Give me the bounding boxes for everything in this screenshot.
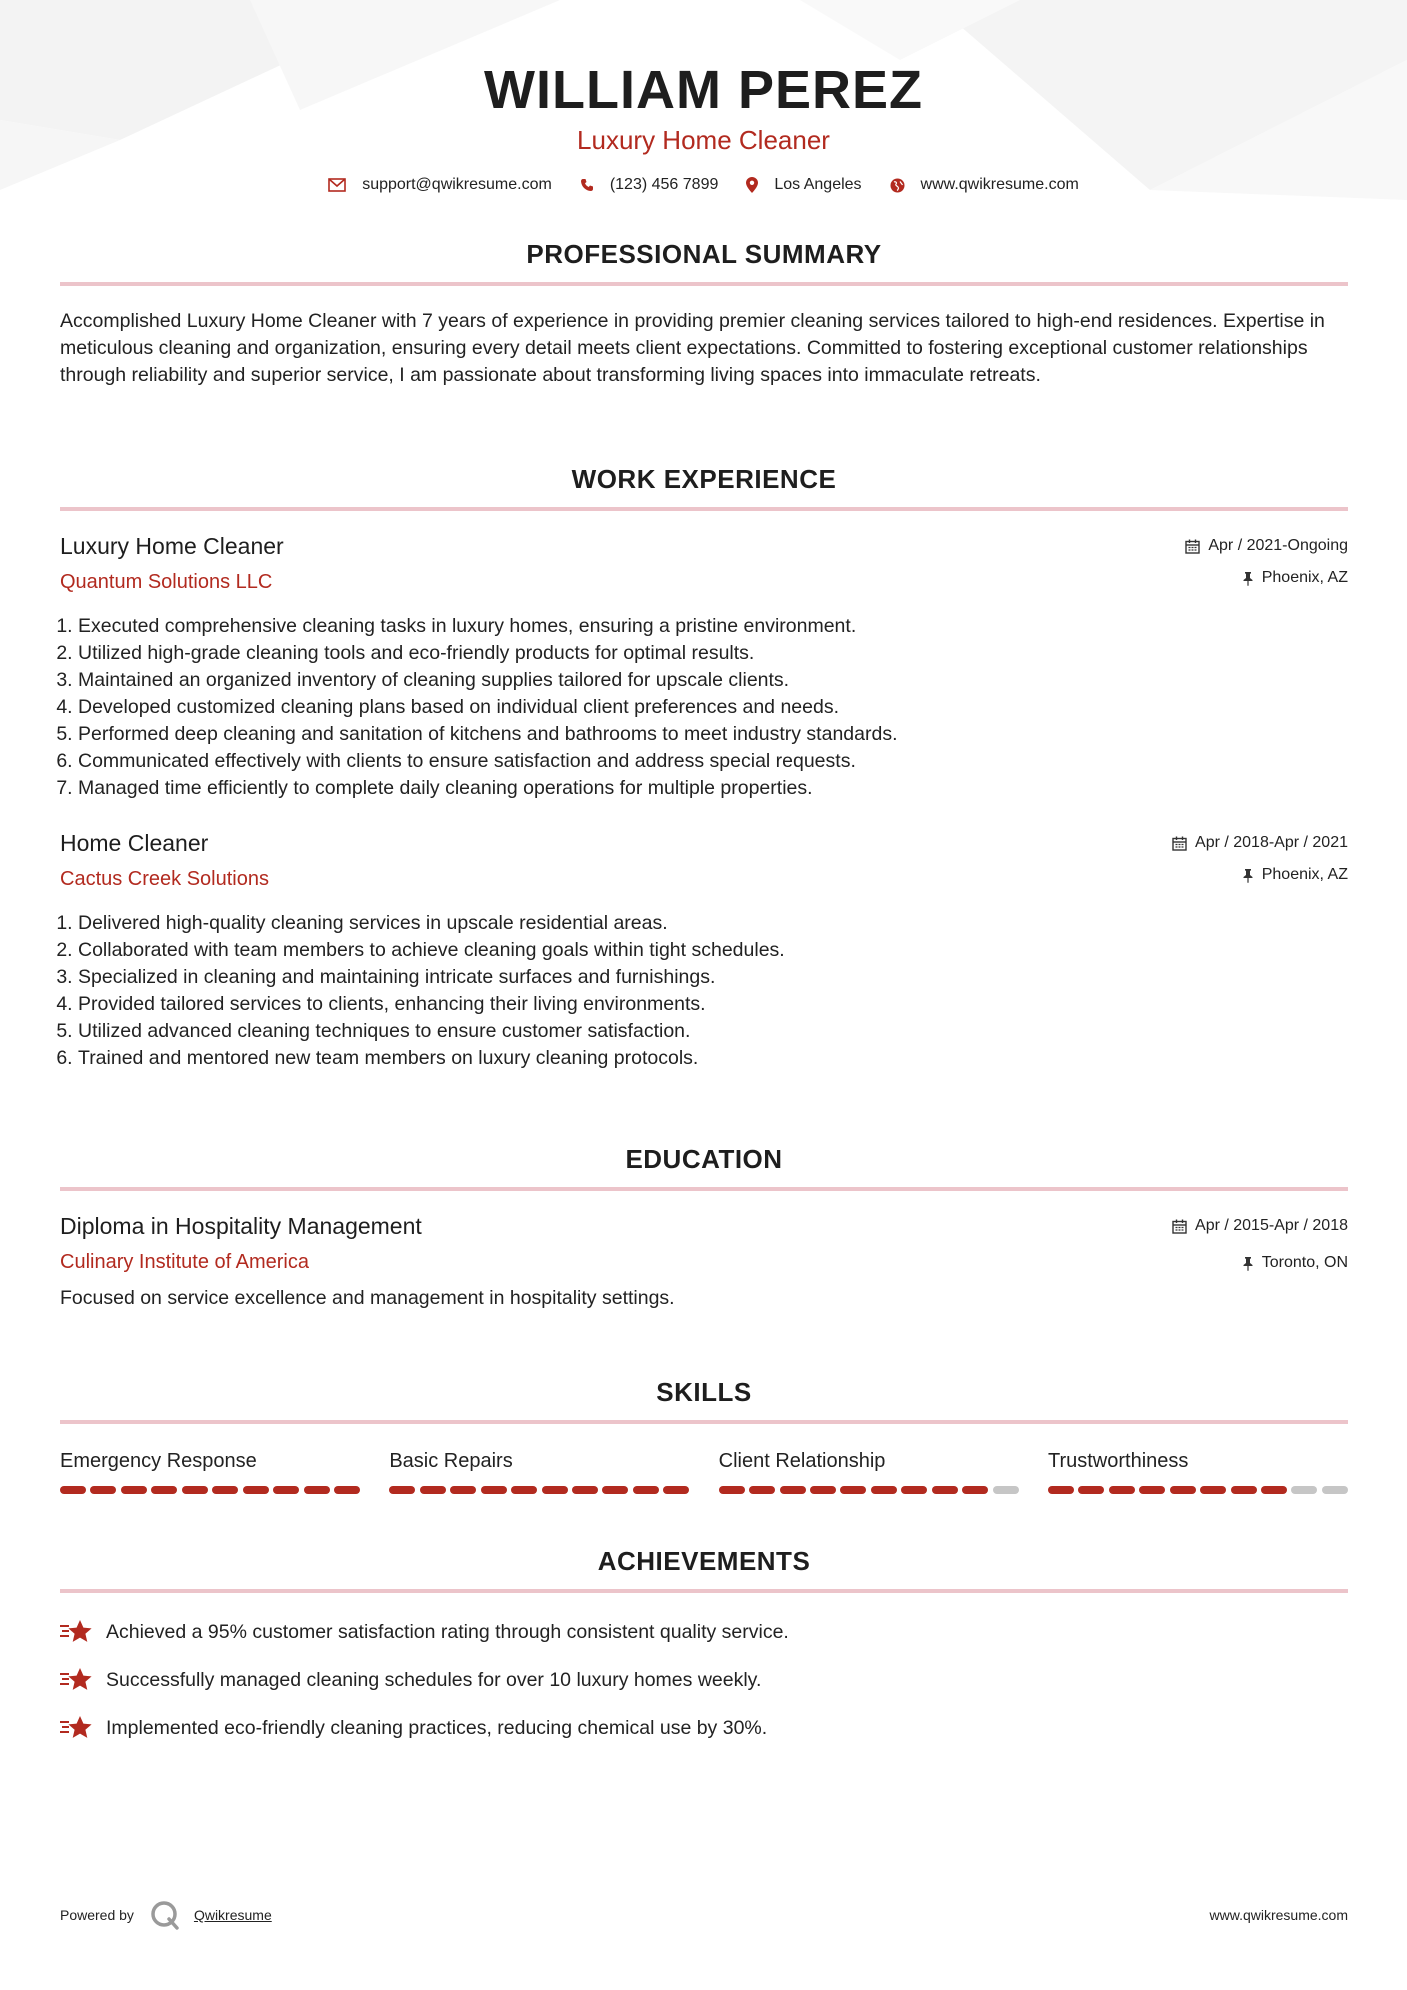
skill-name: Trustworthiness — [1047, 1450, 1189, 1472]
list-item: 6. Trained and mentored new team members on luxury cleaning protocols. — [78, 1045, 1348, 1072]
candidate-title: Luxury Home Cleaner — [577, 125, 830, 155]
footer — [60, 1900, 1348, 1930]
list-item: 2. Utilized high-grade cleaning tools and eco-friendly products for optimal results. — [78, 640, 1348, 667]
education-dates-text: Apr / 2015-Apr / 2018 — [1195, 1217, 1348, 1234]
skill-item — [1048, 1448, 1348, 1494]
skill-segment-filled — [1078, 1486, 1104, 1494]
skill-name: Basic Repairs — [389, 1450, 513, 1472]
summary-heading: PROFESSIONAL SUMMARY — [526, 239, 882, 269]
section-divider — [60, 1589, 1348, 1593]
skill-segment-filled — [749, 1486, 775, 1494]
skill-segment-filled — [243, 1486, 269, 1494]
contact-phone[interactable] — [580, 176, 719, 194]
contact-website[interactable] — [890, 176, 1079, 194]
skills-heading: SKILLS — [656, 1377, 752, 1407]
education-description: Focused on service excellence and management in hospitality settings. — [60, 1287, 675, 1309]
powered-by-label: Powered by — [60, 1907, 134, 1923]
skills-grid — [60, 1448, 1348, 1494]
skill-segment-filled — [901, 1486, 927, 1494]
pushpin-icon — [1242, 571, 1254, 586]
job-dates-text: Apr / 2018-Apr / 2021 — [1195, 834, 1348, 851]
job-entry — [60, 531, 1348, 802]
achievement-text: Achieved a 95% customer satisfaction rating through consistent quality service. — [106, 1621, 789, 1643]
skill-name: Emergency Response — [60, 1450, 257, 1472]
experience-section — [60, 463, 1348, 1072]
skill-segment-filled — [932, 1486, 958, 1494]
education-location-text: Toronto, ON — [1261, 1254, 1348, 1271]
job-meta — [1172, 832, 1348, 886]
skill-level-bar — [1048, 1486, 1348, 1494]
skill-segment-filled — [840, 1486, 866, 1494]
email-text: support@qwikresume.com — [362, 176, 552, 193]
envelope-icon — [328, 178, 346, 192]
skill-segment-empty — [1322, 1486, 1348, 1494]
skill-segment-filled — [212, 1486, 238, 1494]
skill-segment-filled — [780, 1486, 806, 1494]
skill-segment-empty — [993, 1486, 1019, 1494]
skill-segment-filled — [1261, 1486, 1287, 1494]
skill-segment-filled — [420, 1486, 446, 1494]
skill-segment-filled — [334, 1486, 360, 1494]
job-company: Quantum Solutions LLC — [60, 571, 273, 593]
map-pin-icon — [746, 177, 758, 193]
achievements-list — [60, 1619, 1348, 1741]
location-text: Los Angeles — [774, 176, 862, 193]
skill-segment-filled — [121, 1486, 147, 1494]
list-item: 3. Maintained an organized inventory of cleaning supplies tailored for upscale clients. — [78, 667, 1348, 694]
resume-header — [0, 0, 1407, 194]
skill-segment-filled — [90, 1486, 116, 1494]
list-item: 4. Provided tailored services to clients, enhancing their living environments. — [78, 991, 1348, 1018]
qwikresume-link[interactable]: Qwikresume — [193, 1907, 272, 1923]
skill-segment-filled — [450, 1486, 476, 1494]
skill-segment-filled — [962, 1486, 988, 1494]
footer-website-link[interactable]: www.qwikresume.com — [1209, 1907, 1348, 1923]
summary-section — [60, 238, 1348, 389]
education-dates — [1172, 1215, 1348, 1237]
skill-segment-filled — [151, 1486, 177, 1494]
skill-segment-filled — [481, 1486, 507, 1494]
skill-segment-filled — [810, 1486, 836, 1494]
skill-level-bar — [389, 1486, 689, 1494]
skill-segment-filled — [1048, 1486, 1074, 1494]
list-item: 7. Managed time efficiently to complete daily cleaning operations for multiple properties. — [78, 775, 1348, 802]
job-company: Cactus Creek Solutions — [60, 868, 269, 890]
education-heading: EDUCATION — [625, 1144, 783, 1174]
contact-row — [0, 176, 1407, 194]
contact-location — [746, 176, 861, 194]
skill-name: Client Relationship — [718, 1450, 886, 1472]
skill-segment-empty — [1291, 1486, 1317, 1494]
education-location — [1172, 1252, 1348, 1274]
job-entry — [60, 828, 1348, 1072]
list-item: 2. Collaborated with team members to achieve cleaning goals within tight schedules. — [78, 937, 1348, 964]
pushpin-icon — [1242, 868, 1254, 883]
summary-text: Accomplished Luxury Home Cleaner with 7 years of experience in providing premier cleaning services tailored to high-end residences. Expertise in meticulous cleaning and organization, ensuring every detail meets client expectations. Committed to fostering exceptional customer relationships through reliability and superior service, I am passionate about transforming living spaces into immaculate retreats. — [60, 310, 1325, 386]
experience-heading: WORK EXPERIENCE — [571, 464, 837, 494]
skill-segment-filled — [1231, 1486, 1257, 1494]
shooting-star-icon — [60, 1667, 94, 1693]
section-divider — [60, 282, 1348, 286]
job-meta — [1185, 535, 1348, 589]
skill-item — [60, 1448, 360, 1494]
skill-level-bar — [60, 1486, 360, 1494]
skill-segment-filled — [663, 1486, 689, 1494]
website-text: www.qwikresume.com — [920, 176, 1079, 193]
skill-segment-filled — [304, 1486, 330, 1494]
contact-email[interactable] — [328, 176, 552, 194]
job-dates — [1185, 535, 1348, 557]
degree-title: Diploma in Hospitality Management — [60, 1213, 422, 1239]
calendar-icon — [1185, 539, 1200, 554]
shooting-star-icon — [60, 1619, 94, 1645]
pushpin-icon — [1242, 1256, 1254, 1271]
phone-text: (123) 456 7899 — [609, 176, 719, 193]
skill-item — [389, 1448, 689, 1494]
skill-segment-filled — [182, 1486, 208, 1494]
job-title: Home Cleaner — [60, 830, 209, 856]
achievement-item — [60, 1667, 1348, 1693]
achievement-text: Successfully managed cleaning schedules for over 10 luxury homes weekly. — [106, 1669, 762, 1691]
achievement-item — [60, 1619, 1348, 1645]
list-item: 5. Performed deep cleaning and sanitation of kitchens and bathrooms to meet industry standards. — [78, 721, 1348, 748]
candidate-name: WILLIAM PEREZ — [484, 60, 923, 120]
job-location-text: Phoenix, AZ — [1261, 569, 1348, 586]
skill-segment-filled — [511, 1486, 537, 1494]
section-divider — [60, 1420, 1348, 1424]
globe-icon — [890, 178, 905, 193]
skill-segment-filled — [60, 1486, 86, 1494]
education-entry — [60, 1211, 1348, 1312]
achievements-section — [60, 1545, 1348, 1741]
skills-section — [60, 1376, 1348, 1494]
job-dates — [1172, 832, 1348, 854]
school-name: Culinary Institute of America — [60, 1251, 309, 1273]
skill-segment-filled — [1170, 1486, 1196, 1494]
skill-segment-filled — [1139, 1486, 1165, 1494]
skill-segment-filled — [389, 1486, 415, 1494]
list-item: 5. Utilized advanced cleaning techniques to ensure customer satisfaction. — [78, 1018, 1348, 1045]
section-divider — [60, 507, 1348, 511]
education-section — [60, 1143, 1348, 1312]
duties-list — [60, 910, 1348, 1072]
phone-icon — [580, 178, 594, 192]
skill-segment-filled — [1109, 1486, 1135, 1494]
list-item: 4. Developed customized cleaning plans based on individual client preferences and needs. — [78, 694, 1348, 721]
skill-segment-filled — [871, 1486, 897, 1494]
job-location — [1172, 864, 1348, 886]
skill-segment-filled — [1200, 1486, 1226, 1494]
skill-segment-filled — [602, 1486, 628, 1494]
skill-item — [719, 1448, 1019, 1494]
job-location-text: Phoenix, AZ — [1261, 866, 1348, 883]
job-location — [1185, 567, 1348, 589]
skill-segment-filled — [542, 1486, 568, 1494]
list-item: 3. Specialized in cleaning and maintaining intricate surfaces and furnishings. — [78, 964, 1348, 991]
shooting-star-icon — [60, 1715, 94, 1741]
skill-level-bar — [719, 1486, 1019, 1494]
skill-segment-filled — [633, 1486, 659, 1494]
qwikresume-logo-icon — [150, 1900, 180, 1930]
skill-segment-filled — [273, 1486, 299, 1494]
section-divider — [60, 1187, 1348, 1191]
job-title: Luxury Home Cleaner — [60, 533, 284, 559]
list-item: 1. Delivered high-quality cleaning services in upscale residential areas. — [78, 910, 1348, 937]
achievements-heading: ACHIEVEMENTS — [597, 1546, 811, 1576]
calendar-icon — [1172, 1219, 1187, 1234]
duties-list — [60, 613, 1348, 802]
list-item: 6. Communicated effectively with clients to ensure satisfaction and address special requests. — [78, 748, 1348, 775]
achievement-text: Implemented eco-friendly cleaning practices, reducing chemical use by 30%. — [106, 1717, 768, 1739]
job-dates-text: Apr / 2021-Ongoing — [1208, 537, 1348, 554]
powered-by — [60, 1900, 272, 1930]
achievement-item — [60, 1715, 1348, 1741]
calendar-icon — [1172, 836, 1187, 851]
skill-segment-filled — [572, 1486, 598, 1494]
education-meta — [1172, 1215, 1348, 1274]
list-item: 1. Executed comprehensive cleaning tasks in luxury homes, ensuring a pristine environment. — [78, 613, 1348, 640]
skill-segment-filled — [719, 1486, 745, 1494]
